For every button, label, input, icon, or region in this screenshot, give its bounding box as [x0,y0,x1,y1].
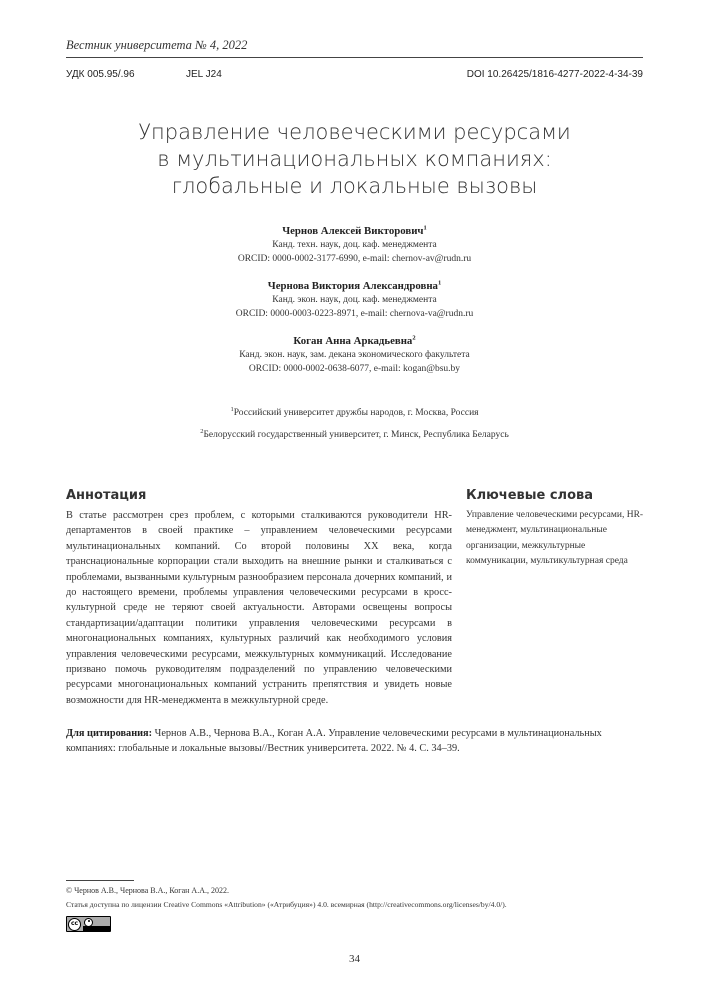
affiliation-mark: 2 [200,427,204,435]
citation [66,726,647,757]
author-block [66,279,643,321]
jel-code: JEL J24 [186,69,222,80]
article-title [66,119,643,200]
doi: DOI 10.26425/1816-4277-2022-4-34-39 [466,69,643,80]
author-name: Чернов Алексей Викторович [282,225,424,237]
author-affil-mark: 1 [423,224,427,232]
author-name: Коган Анна Аркадьевна [293,335,413,347]
citation-text: Чернов А.В., Чернова В.А., Коган А.А. Управление человеческими ресурсами в мультинациональных компаниях: глобальные и локальные вызовы//Вестник университета. 2022. № 4. С. 34–39. [66,728,602,755]
cc-by-badge-icon [66,916,111,932]
title-line: в мультинациональных компаниях: [157,147,552,171]
title-line: Управление человеческими ресурсами [138,120,571,144]
author-list [66,224,643,389]
cc-badge-bar [83,926,110,931]
author-block [66,224,643,266]
copyright: © Чернов А.В., Чернова В.А., Коган А.А., 2022. [66,886,229,895]
journal-name: Вестник университета № 4, 2022 [66,38,248,52]
author-affil-mark: 1 [437,279,442,287]
page-number: 34 [349,953,360,965]
author-degree: Канд. экон. наук, доц. каф. менеджмента [272,295,437,305]
author-degree: Канд. техн. наук, доц. каф. менеджмента [272,240,437,250]
keywords-text: Управление человеческими ресурсами, HR-менеджмент, мультинациональные организации, межкультурные коммуникации, мультикультурная среда [466,510,644,567]
author-orcid: ORCID: 0000-0002-0638-6077, e-mail: kogan@bsu.by [248,364,461,374]
title-line: глобальные и локальные вызовы [171,174,538,198]
author-orcid: ORCID: 0000-0003-0223-8971, e-mail: chernova-va@rudn.ru [235,309,474,319]
author-degree: Канд. экон. наук, зам. декана экономического факультета [239,350,470,360]
affiliation-mark: 1 [230,405,234,413]
author-orcid: ORCID: 0000-0002-3177-6990, e-mail: chernov-av@rudn.ru [237,254,472,264]
keywords-heading: Ключевые слова [466,488,594,503]
affiliation-text: Белорусский государственный университет, г. Минск, Республика Беларусь [203,430,509,440]
abstract-heading: Аннотация [66,488,147,503]
cc-logo-icon: cc [68,918,81,931]
affiliation [66,427,643,440]
abstract-text: В статье рассмотрен срез проблем, с которыми сталкиваются руководители HR-департаментов в своей практике – управлением человеческими ресурсами мультинациональных компаний. Со второй половины XX века, когда транснациональные корпорации стали выходить на внешние рынки и сталкиваться с проблемами, вызванными культурным разнообразием персонала дочерних компаний, и до настоящего времени, проблемы управления человеческими ресурсами в кросс-культурной среде не теряют своей актуальности. Авторами освещены вопросы стандартизации/адаптации политики управления человеческими ресурсами в многонациональных компаниях, культурных различий как необходимого условия управления человеческими ресурсами, межкультурных коммуникаций. Исследование призвано помочь руководителям подразделений по управлению человеческими ресурсами многонациональных компаний устранить препятствия и увидеть новые возможности для HR-менеджмента в межкультурной среде. [66,510,452,706]
citation-label: Для цитирования: [66,728,153,739]
author-block [66,334,643,376]
author-name: Чернова Виктория Александровна [267,280,438,292]
author-affil-mark: 2 [412,334,416,342]
header-rule [66,57,643,58]
footnote-rule [66,880,134,881]
license-text: Статья доступна по лицензии Creative Commons «Attribution» («Атрибуция») 4.0. всемирная (http://creativecommons.org/licenses/by/4.0/). [66,900,507,909]
affiliation [66,405,643,418]
affiliation-text: Российский университет дружбы народов, г. Москва, Россия [233,408,479,418]
udk-code: УДК 005.95/.96 [66,69,135,80]
